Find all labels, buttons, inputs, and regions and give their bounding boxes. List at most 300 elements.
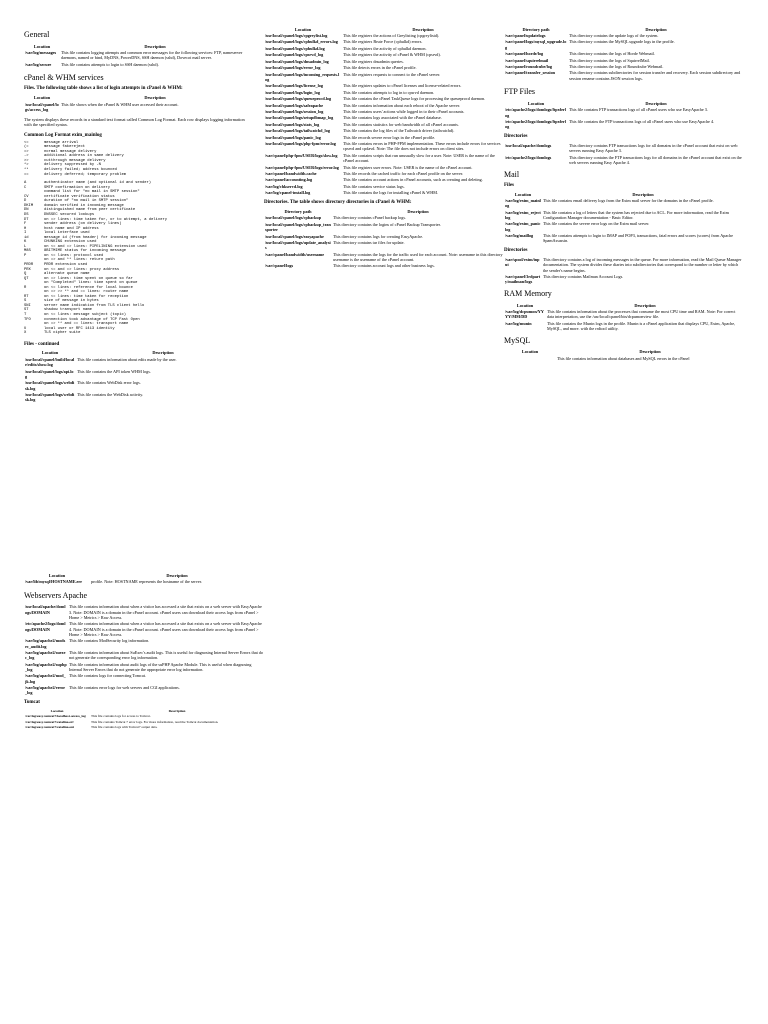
header-location: Location — [33, 95, 51, 101]
exim-code-description: sender address (on delivery lines) — [44, 222, 122, 227]
exim-code: (= — [24, 145, 29, 150]
row-location: /usr/local/cpanel/logs/cpgreylist.log — [265, 32, 328, 38]
row-location: /var/log/apache2/mod_jk.log — [25, 673, 66, 684]
header-location: Location — [514, 191, 532, 197]
tomcat-title: Tomcat — [24, 700, 40, 706]
exim-code-description: duration of "no mail in SMTP session" — [44, 199, 129, 204]
row-location: /var/cpanel/php-fpm/USER/logs/error.log — [265, 164, 339, 170]
exim-code-description: on <= lines: protocol used — [44, 253, 104, 258]
exim-code: ST — [24, 308, 29, 313]
exim-code: D — [24, 199, 27, 204]
table-row — [504, 221, 744, 233]
header-location: Location — [50, 708, 64, 713]
row-location: /var/cpanel/bandwidth.cache — [265, 171, 317, 177]
exim-code-description: on <= and => lines: PIPELINING extension used — [44, 244, 147, 249]
row-description: This directory contains the FTP transactions logs for all domains in the cPanel account that exist on the web servers running Easy Apache 4. — [569, 154, 742, 165]
exim-code-description: message arrival — [44, 140, 79, 145]
row-description: This directory contains subdirectories for session transfer and recovery. Each session subdirectory and session rename contains JSON session logs. — [569, 70, 741, 81]
row-description: This file contains logs for access to Tomcat. — [91, 714, 151, 719]
row-description: This file records the cached traffic for each cPanel profile on the server. — [343, 171, 464, 177]
row-location: /usr/local/cpanel/logs/cphulkd_errors.log — [265, 39, 338, 45]
exim-code: L — [24, 244, 27, 249]
row-description: This file registers dnsadmin queries. — [343, 58, 404, 64]
row-location: /usr/local/cpanel/logs/cpbackup_transporter — [265, 221, 331, 233]
exim-code-description: on => >> ** and == lines: router name — [44, 290, 129, 295]
table-row — [504, 320, 744, 332]
exim-code-description: PRDR extension used — [44, 262, 88, 267]
exim-code: M8S — [24, 249, 31, 254]
exim-code: QT — [24, 276, 29, 281]
row-location: /usr/local/cpanel/logs/php-fpm/error.log — [265, 141, 336, 147]
row-description: This file contains information about when a visitor has accessed a site that exists on a web server with EasyApache 4. Note: DOMAIN is a domain in the cPanel account. cPanel users can download their access logs from cPanel > Home > Metrics > Raw Access. — [69, 621, 262, 637]
exim-code-description: CHUNKING extension used — [44, 240, 97, 245]
row-location: /usr/local/cpanel/logs/incoming_requests.log — [265, 71, 340, 82]
exim-code-description: shadow transport name — [44, 308, 92, 313]
table-row — [264, 251, 504, 263]
exim-code: CV — [24, 194, 29, 199]
exim-code-description: cutthrough message delivery — [44, 158, 106, 163]
row-location: /usr/local/cpanel/logs/access_log — [25, 101, 59, 112]
apache-table — [24, 604, 264, 696]
table-row — [24, 61, 250, 67]
row-description: This directory contains logs for creating EasyApache. — [333, 233, 424, 239]
mysql-continued-table — [24, 572, 264, 585]
header-description: Description — [168, 708, 186, 713]
exim-code: C — [24, 185, 27, 190]
table-row — [264, 221, 504, 233]
exim-code: -> — [24, 154, 29, 159]
row-location: /var/log/maillog — [505, 233, 534, 239]
header-description: Description — [407, 208, 429, 214]
table-row — [24, 368, 250, 380]
row-location: /usr/local/cpanel/logs/cpbackup — [265, 215, 322, 221]
exim-code-description: on => lines: time taken for, or to attempt, a delivery — [44, 217, 168, 222]
exim-code: U — [24, 326, 27, 331]
exim-code-description: on <= lines: time taken for reception — [44, 294, 129, 299]
exim-code: F — [24, 222, 27, 227]
row-location: /usr/local/cpanel/logs/error_log — [265, 65, 321, 71]
row-location: /var/cpanel/updatelogs — [505, 32, 546, 38]
row-location: /var/cpanel/accounting.log — [265, 177, 313, 183]
row-description: This file contains the cPanel TaskQueue logs for processing the queueprocd daemon. — [343, 96, 486, 102]
table-row — [264, 71, 504, 83]
top-directories-table — [504, 26, 744, 81]
header-description: Description — [144, 43, 166, 49]
row-description: This file contains the WebDisk activity. — [77, 391, 144, 397]
row-location: /var/log/chkservd.log — [265, 183, 303, 189]
exim-code-list — [24, 141, 250, 336]
cpanel-directories-table — [264, 208, 504, 269]
table-row — [24, 101, 250, 113]
row-description: This file contains information about audit logs of the suPHP Apache Module. This is useful when diagnosing Internal Server Errors that do not generate the appropriate error log information. — [69, 661, 252, 672]
header-directory-path: Directory path — [284, 208, 312, 214]
table-row — [504, 273, 744, 285]
mail-directories-title: Directories — [504, 248, 528, 254]
row-description: profile. Note: HOSTNAME represents the hostname of the server. — [91, 578, 202, 584]
header-location: Location — [48, 572, 66, 578]
exim-code: *> — [24, 163, 29, 168]
section-title-mail: Mail — [504, 169, 520, 179]
row-description: This file contains errors in PHP-FPM implementation. These errors include errors for services cpsrvd and cpdavd. Note: The file does not include errors on client sites. — [343, 141, 501, 152]
row-location: /usr/local/cpanel/logs/easyapache — [265, 233, 324, 239]
row-location: /usr/local/cpanel/logs/webdisk.log — [25, 391, 75, 403]
header-description: Description — [634, 302, 656, 308]
row-description: This file contains the FTP transactions logs of all cPanel users who use EasyApache 4. — [569, 119, 715, 125]
row-location: /usr/local/cpanel/logs/update_analysis — [265, 239, 331, 251]
row-description: This file contains the API token WHM logs. — [77, 368, 151, 374]
row-description: This file registers user errors. Note: USER is the name of the cPanel account. — [343, 164, 473, 170]
exim-code-description: delivery suppressed by -N — [44, 163, 101, 168]
column-3 — [504, 26, 744, 366]
exim-code-description: server name indication from TLS client hello — [44, 303, 145, 308]
row-location: /usr/local/cpanel/logs/setupdbmap_log — [265, 115, 334, 121]
table-row — [24, 49, 250, 61]
exim-code: RT — [24, 294, 29, 299]
row-description: This directory contains the logins of cPanel Backup Transporter. — [333, 221, 441, 227]
row-location: /var/log/dcpumon/YYYY/MM/DD — [505, 309, 544, 320]
row-location: /usr/local/cpanel/logs/session_log — [265, 109, 324, 115]
row-description: This file contains email delivery logs from the Exim mail server for the domains in the cPanel profile. — [543, 198, 714, 204]
table-row — [24, 724, 264, 729]
mail-files-title: Files — [504, 182, 514, 188]
page-2-column — [24, 572, 264, 734]
row-description: This file contains the logs for installing cPanel & WHM. — [343, 190, 439, 196]
header-description: Description — [412, 26, 434, 32]
row-description: This file contains FTP transactions logs of all cPanel users who use EasyApache 3. — [569, 107, 708, 113]
exim-code-description: host name and IP address — [44, 226, 99, 231]
section-title-ftp: FTP Files — [504, 87, 536, 97]
row-description: This directory contains tar files for update. — [333, 239, 405, 245]
exim-code: == — [24, 172, 29, 177]
row-location: /var/cpanel/horde/log — [505, 51, 544, 57]
table-row — [504, 209, 744, 221]
section-title-apache: Webservers Apache — [24, 590, 88, 600]
exim-code-description: on <= and => lines: proxy address — [44, 267, 120, 272]
row-location: /var/log/exim_rejectlog — [505, 209, 541, 220]
column-1 — [24, 30, 250, 407]
row-location: /var/log/apache2/suexec_log — [25, 649, 66, 661]
row-description: This file contains information about the processes that consume the most CPU time and RAM. Note: For correct data interpretation, use the /usr/local/cpanel/bin/dcpumonview file. — [547, 309, 736, 320]
exim-code-description: on => lines: time spent on queue so far — [44, 276, 133, 281]
header-description: Description — [645, 100, 667, 106]
exim-code-description: on <= lines: message subject (topic) — [44, 312, 127, 317]
header-description: Description — [144, 95, 166, 101]
row-location: /usr/local/cpanel/logs/dnsadmin_log — [265, 58, 329, 64]
cpanel-note: The system displays these records in a standard text format called Common Log Format. Each row displays logging information with the specified syntax. — [24, 116, 245, 128]
row-description: This file contains logs for connecting Tomcat. — [69, 673, 146, 679]
row-description: This file contains WebDisk error logs. — [77, 380, 141, 386]
exim-code: >> — [24, 158, 29, 163]
exim-code: <= — [24, 140, 29, 145]
header-location: Location — [527, 100, 545, 106]
row-location — [504, 355, 556, 361]
row-description: This file detects errors in the cPanel profile. — [343, 65, 417, 71]
exim-code-description: delivery failed; address bounced — [44, 168, 117, 173]
table-row — [24, 673, 264, 685]
row-location: /var/cpanel/3rdparty/mailman/logs — [505, 273, 541, 285]
table-row — [504, 233, 744, 245]
row-location: /var/log/apache2/error_log — [25, 685, 66, 696]
exim-code-description: local user or RFC 1413 identity — [44, 326, 115, 331]
general-table — [24, 43, 250, 67]
row-location: /var/cpanel/php-fpm/USER/logs/slow.log — [265, 152, 338, 158]
row-location: /usr/local/cpanel/build/locale/edits/show.log — [25, 356, 75, 368]
exim-code: ** — [24, 168, 29, 173]
exim-code-description: additional address in same delivery — [44, 154, 124, 159]
exim-code: T — [24, 312, 27, 317]
exim-code-description: size of message in bytes — [44, 299, 99, 304]
table-row — [504, 197, 744, 209]
table-row — [264, 239, 504, 251]
row-description: This file contains service status logs. — [343, 183, 405, 189]
row-location: /usr/local/cpanel/logs/safeapache — [265, 102, 324, 108]
exim-code: X — [24, 331, 27, 336]
row-location: /var/lib/mysql/HOSTNAME.err — [25, 578, 83, 584]
row-description: This file contains information about each reboot of the Apache server. — [343, 102, 461, 108]
exim-code-description: on "Completed" lines: time spent on queue — [44, 281, 138, 286]
row-location: /etc/apache2/logs/domlogs — [505, 154, 552, 160]
header-description: Description — [152, 350, 174, 356]
exim-code-description: normal message delivery — [44, 149, 97, 154]
cpanel-intro: Files. The following table shows a list of login attempts in cPanel & WHM: — [24, 86, 183, 92]
row-description: This file registers updates to cPanel licenses and license-related errors. — [343, 83, 462, 89]
exim-code: K — [24, 240, 27, 245]
row-description: This file registers the activity of cPanel & WHM (cpsrvd). — [343, 52, 441, 58]
row-description: This file contains information about edits made by the user. — [77, 356, 177, 362]
table-row — [24, 604, 264, 621]
row-location: /var/log/apache2/modsec_audit.log — [25, 638, 66, 649]
row-location: /var/log/exim_mainlog — [505, 198, 541, 209]
exim-code: DKIM — [24, 203, 34, 208]
table-row — [24, 638, 264, 650]
exim-code: P — [24, 253, 27, 258]
row-description: This directory contains the logs of SquirrelMail. — [569, 57, 650, 63]
row-location: /var/cpanel/logs — [265, 263, 294, 269]
ftp-directories-table — [504, 142, 744, 165]
row-location: /var/cpanel/logs/mysql_upgrade.log — [505, 39, 567, 50]
row-description: This file registers Brute Force (cphulkd) errors. — [343, 39, 423, 45]
row-description: This file contains attempts to login to SSH daemon (sshd). — [61, 61, 159, 67]
section-title-mysql: MySQL — [504, 335, 531, 345]
table-row — [24, 578, 264, 584]
row-location: /usr/local/cpanel/logs/stats_log — [265, 121, 320, 127]
header-location: Location — [33, 43, 51, 49]
row-description: This file contains logging attempts and common error messages for the following services: FTP, nameserver daemons, named or bind, MyDNS, PowerDNS, SSH daemon (sshd), Dovecot mail server. — [61, 49, 243, 61]
row-description: This directory contains account logs and other business logs. — [333, 263, 435, 269]
cpanel-files-table — [264, 26, 504, 196]
row-description: This file contains error logs for web servers and CGI applications. — [69, 685, 180, 691]
exim-code-description: message id (from header) for incoming message — [44, 235, 147, 240]
row-location: /usr/local/cpanel/logs/queueprocd.log — [265, 96, 332, 102]
exim-code-description: alternate queue name — [44, 272, 90, 277]
row-location: /var/cpanel/squirrelmail — [505, 57, 549, 63]
row-location: /usr/local/cpanel/logs/api.log — [25, 368, 74, 379]
exim-code: SNI — [24, 303, 31, 308]
files-continued-title: Files - continued — [24, 341, 60, 347]
row-location: /etc/apache2/logs/domlogs/ftpxferlog — [505, 119, 566, 130]
header-description: Description — [645, 26, 667, 32]
exim-code: id — [24, 235, 29, 240]
row-location: /var/log/easy-tomcat7/catalina.out — [25, 725, 75, 730]
row-description: This file contains Tomcat 7 error logs. For more information, read the Tomcat documentation. — [91, 719, 219, 724]
row-location: /var/log/easy-tomcat7/catalina.err — [25, 719, 74, 724]
row-location: /etc/apache2/logs/domlogs/ftpxferlog — [505, 107, 566, 118]
header-description: Description — [166, 572, 188, 578]
exim-code-description: on => ** and == lines: transport name — [44, 322, 129, 327]
row-description: This file contains logs associated with the cPanel database. — [343, 115, 442, 121]
row-description: This file registers the actions of Greylisting (cpgreylistd). — [343, 32, 440, 38]
table-row — [264, 177, 504, 183]
exim-code: => — [24, 149, 29, 154]
exim-code: DN — [24, 208, 29, 213]
exim-code: Q — [24, 272, 27, 277]
table-row — [504, 256, 744, 273]
mail-directories-table — [504, 256, 744, 285]
exim-code: R — [24, 285, 27, 290]
row-location: /var/log/munin — [505, 320, 532, 326]
exim-code-description: domain verified in incoming message — [44, 203, 124, 208]
row-location: /usr/local/apache/domlogs/DOMAIN — [25, 604, 66, 615]
row-description: This file contains information about databases and MySQL errors in the cPanel — [557, 355, 690, 361]
exim-code: DS — [24, 212, 29, 217]
row-location: /usr/local/cpanel/logs/cpsrvd_log — [265, 52, 324, 58]
tomcat-table — [24, 708, 264, 730]
table-row — [504, 308, 744, 320]
row-description: This directory contains the logs of Roundcube Webmail. — [569, 63, 664, 69]
files-continued-table — [24, 350, 250, 403]
row-location: /usr/local/cpanel/logs/tailwatchd_log — [265, 128, 330, 134]
row-location: /usr/local/cpanel/logs/webdisk.log — [25, 380, 75, 391]
row-location: /var/log/exim_paniclog — [505, 221, 541, 232]
cpanel-table — [24, 95, 250, 113]
row-description: This file shows when the cPanel & WHM user accessed their account. — [61, 101, 179, 107]
table-row — [264, 164, 504, 170]
row-description: This directory contains cPanel backup logs. — [333, 215, 407, 221]
table-row — [24, 661, 264, 673]
header-location: Location — [41, 350, 59, 356]
exim-code: H — [24, 226, 27, 231]
exim-code-description: local interface used — [44, 231, 90, 236]
row-description: This directory contains the logs for the traffic used for each account. Note: username in this directory username is the username of the cPanel account. — [333, 251, 503, 262]
table-row — [24, 684, 264, 696]
table-row — [504, 70, 744, 82]
row-location: /var/spool/exim/input — [505, 257, 540, 268]
exim-code: I — [24, 231, 27, 236]
header-description: Description — [639, 349, 661, 355]
table-row — [264, 152, 504, 164]
table-row — [24, 621, 264, 638]
row-description: This directory contains the logs of Horde Webmail. — [569, 51, 655, 57]
row-location: /var/log/secure — [25, 61, 52, 67]
row-description: This directory contains the update logs of the system. — [569, 32, 659, 38]
row-location: /var/log/easy-tomcat7/localhost-access_log — [25, 714, 86, 719]
exim-code-description: authenticator name (and optional id and sender) — [44, 181, 152, 186]
table-row — [24, 649, 264, 661]
header-directory-path: Directory path — [522, 26, 550, 32]
exim-code-description: certificate verification status — [44, 194, 115, 199]
table-row — [264, 96, 504, 102]
ftp-table — [504, 100, 744, 130]
table-row — [264, 263, 504, 269]
table-row — [24, 391, 250, 403]
row-description: This file records severe error logs in the cPanel profile. — [343, 134, 436, 140]
table-row — [504, 154, 744, 166]
row-location: /usr/local/apache/domlogs — [505, 143, 552, 149]
row-location: /var/log/messages — [25, 49, 57, 55]
mysql-table — [504, 349, 744, 362]
header-location: Location — [294, 26, 312, 32]
section-title-general: General — [24, 30, 50, 39]
exim-code: TFO — [24, 317, 31, 322]
exim-code: DT — [24, 217, 29, 222]
row-location: /etc/apache2/logs/domlogs/DOMAIN — [25, 621, 66, 632]
row-location: /var/cpanel/bandwidth/username — [265, 251, 325, 257]
exim-code-description: connection took advantage of TCP Fast Open — [44, 317, 140, 322]
exim-code: S — [24, 299, 27, 304]
row-location: /var/cpanel/roundcube/log — [505, 63, 552, 69]
table-row — [24, 356, 250, 368]
ram-table — [504, 302, 744, 332]
exim-code: PRDR — [24, 262, 34, 267]
header-description: Description — [632, 191, 654, 197]
exim-code-description: SMTP confirmation on delivery — [44, 185, 111, 190]
row-location: /var/cpanel/transfer_session — [505, 70, 556, 76]
exim-code-description: delivery deferred; temporary problem — [44, 172, 127, 177]
row-location: /usr/local/cpanel/logs/cphulkd.log — [265, 45, 325, 51]
exim-code-description: on <= lines: reference for local bounce — [44, 285, 133, 290]
ftp-directories-title: Directories — [504, 134, 528, 140]
row-description: This file contains a log of letters that the system has rejected due to ACL. For more information, read the Exim Configuration Manager documentation - Basic Editor. — [543, 209, 729, 220]
header-location: Location — [521, 349, 539, 355]
row-description: This directory contains the MySQL upgrade logs in the profile. — [569, 39, 675, 45]
table-row — [264, 141, 504, 153]
row-description: This file contains attempts to login to IMAP and POP3, transactions, fatal errors and scores (scores) from Apache SpamAssassin. — [543, 233, 733, 244]
row-description: This file registers the activity of cphulkd daemon. — [343, 45, 427, 51]
row-description: This file contains the severe error logs on the Exim mail server. — [543, 221, 650, 227]
exim-code-description: TLS cipher suite — [44, 331, 81, 336]
row-description: This file contains account actions in cPanel accounts, such as creating and deleting. — [343, 177, 483, 183]
exim-code: A — [24, 181, 27, 186]
row-description: This directory contains Mailman Account Logs. — [543, 273, 624, 279]
directories-title: Directories. The table shows directory directories in cPanel & WHM: — [264, 200, 412, 206]
row-description: This file contains attempts to log in to cpsrvd daemon. — [343, 89, 435, 95]
row-description: This file registers requests to connect to the cPanel server. — [343, 71, 441, 77]
section-title-cpanel: cPanel & WHM services — [24, 73, 104, 83]
row-location: /var/log/apache2/suphp_log — [25, 661, 67, 672]
exim-code: PRX — [24, 267, 31, 272]
row-description: This directory contains a log of incoming messages in the queue. For more information, read the Mail Queue Manager documentation. The system divides these diaries into subdirectories that correspond to the number or letter by which the sender's name begins. — [543, 257, 742, 273]
table-row — [504, 119, 744, 131]
header-location: Location — [516, 302, 534, 308]
row-description: This file contains logs with Tomcat7 output data. — [91, 725, 158, 730]
exim-code-description: on => and ** lines: return path — [44, 258, 115, 263]
row-location: /usr/local/cpanel/logs/login_log — [265, 89, 320, 95]
mail-table — [504, 191, 744, 244]
row-description: This file contains information about SuExec's audit logs. This is useful for diagnosing Internal Server Errors that do not generate the corresponding error log information. — [69, 649, 263, 661]
exim-code-description: DNSSEC secured lookups — [44, 212, 95, 217]
table-row — [264, 190, 504, 196]
row-description: This file contains users' actions while logged in to their cPanel accounts. — [343, 109, 465, 115]
row-description: This file contains scripts that run unusually slow for a user. Note: USER is the name of the cPanel account. — [343, 152, 495, 164]
list-item — [24, 331, 250, 336]
table-row — [504, 355, 744, 361]
table-row — [24, 380, 250, 392]
row-description: This directory contains FTP transactions logs for all domains in the cPanel account that exist on web servers running Easy Apache 3. — [569, 143, 738, 154]
section-title-ram: RAM Memory — [504, 289, 552, 299]
row-description: This file contains ModSecurity log information. — [69, 638, 150, 644]
exim-code-description: distinguished name from peer certificate — [44, 208, 136, 213]
table-row — [504, 142, 744, 154]
